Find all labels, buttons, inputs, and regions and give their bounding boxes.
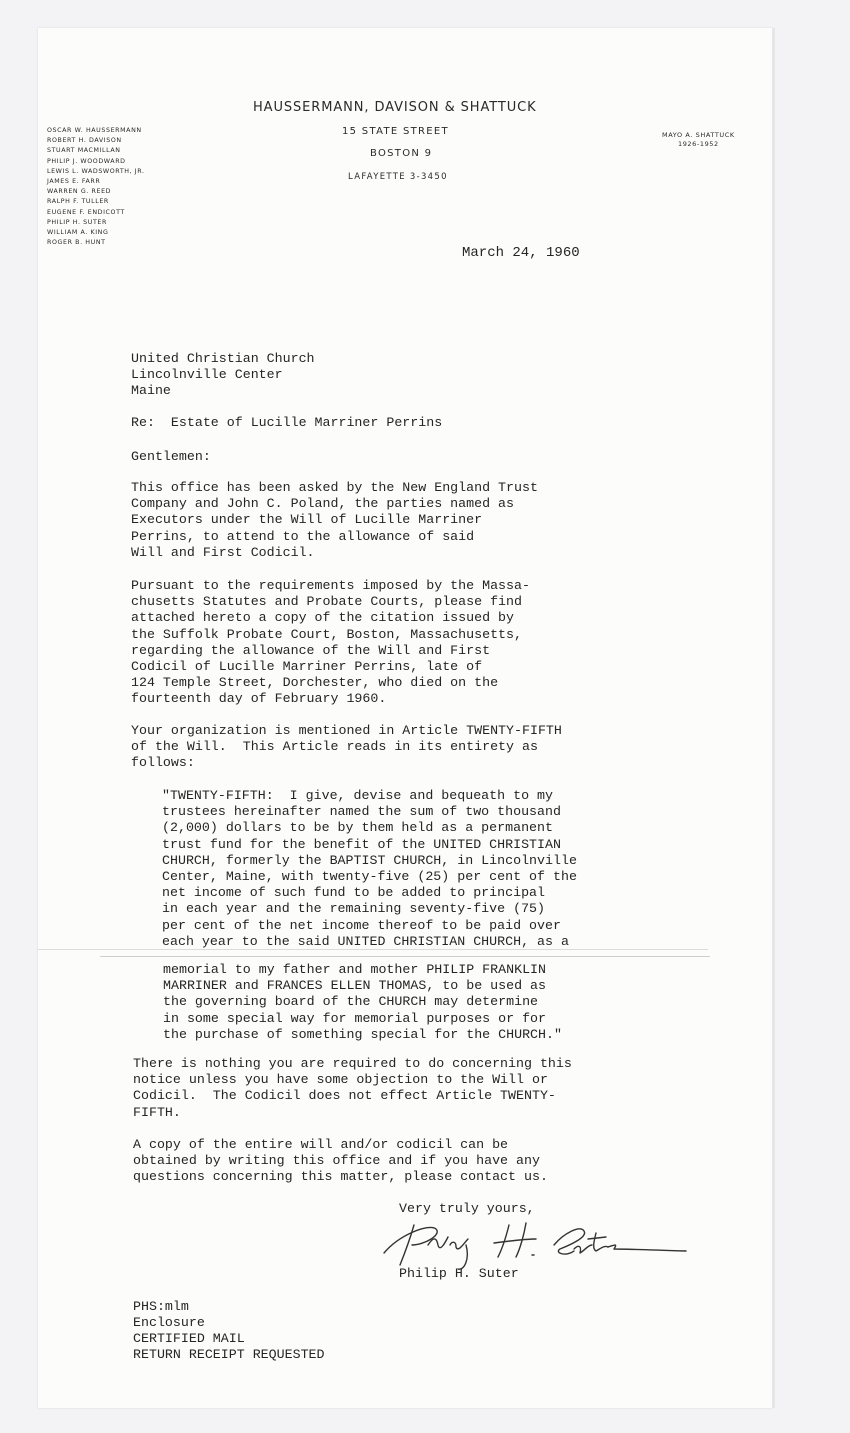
firm-phone: LAFAYETTE 3-3450 [348, 172, 448, 182]
partner-name: ROBERT H. DAVISON [47, 137, 122, 145]
partner-name: LEWIS L. WADSWORTH, JR. [47, 167, 145, 175]
memorial-name: MAYO A. SHATTUCK [662, 131, 735, 139]
partner-name: ROGER B. HUNT [47, 239, 106, 247]
partner-name: WARREN G. REED [47, 188, 112, 196]
body-paragraph-1: This office has been asked by the New England Trust Company and John C. Poland, the parties named as Executors under the Will of Lucille Marriner Perrins, to attend to the allowance of said Will and First Codicil. [131, 480, 538, 560]
body-paragraph-4: There is nothing you are required to do concerning this notice unless you have some objection to the Will or Codicil. The Codicil does not effect Article TWENTY- FIFTH. [133, 1056, 572, 1120]
closing: Very truly yours, [399, 1201, 535, 1216]
signer-name: Philip H. Suter [399, 1266, 519, 1281]
letter-date: March 24, 1960 [462, 245, 580, 261]
recipient-address [131, 351, 315, 400]
sheet-edge-shadow [772, 28, 775, 1408]
partner-list [47, 126, 145, 248]
note-line: CERTIFIED MAIL [133, 1331, 245, 1346]
partner-name: JAMES E. FARR [47, 177, 101, 185]
body-paragraph-3: Your organization is mentioned in Article TWENTY-FIFTH of the Will. This Article reads in its entirety as follows: [131, 723, 562, 771]
reference-notes [133, 1299, 325, 1363]
partner-name: EUGENE F. ENDICOTT [47, 208, 125, 216]
body-paragraph-5: A copy of the entire will and/or codicil can be obtained by writing this office and if you have any questions concerning this matter, please contact us. [133, 1137, 548, 1185]
will-quote-part-1: "TWENTY-FIFTH: I give, devise and bequeath to my trustees hereinafter named the sum of two thousand (2,000) dollars to be by them held as a permanent trust fund for the benefit of the UNITED CHRISTIAN CHURCH, formerly the BAPTIST CHURCH, in Lincolnville Center, Maine, with twenty-five (25) per cent of the net income of such fund to be added to principal in each year and the remaining seventy-five (75) per cent of the net income thereof to be paid over each year to the said UNITED CHRISTIAN CHURCH, as a [162, 788, 577, 949]
partner-name: OSCAR W. HAUSSERMANN [47, 127, 142, 134]
note-line: PHS:mlm [133, 1299, 189, 1314]
fold-crease-lower [100, 956, 710, 957]
address-line: Lincolnville Center [131, 367, 283, 383]
firm-street: 15 STATE STREET [342, 126, 449, 137]
memorial-years: 1926-1952 [677, 140, 719, 148]
address-line: United Christian Church [131, 351, 315, 366]
body-paragraph-2: Pursuant to the requirements imposed by the Massa- chusetts Statutes and Probate Courts, please find attached hereto a copy of the citation issued by the Suffolk Probate Court, Boston, Massachusetts, regarding the allowance of the Will and First Codicil of Lucille Marriner Perrins, late of 124 Temple Street, Dorchester, who died on the fourteenth day of February 1960. [131, 578, 530, 707]
partner-name: WILLIAM A. KING [47, 228, 109, 236]
firm-city: BOSTON 9 [370, 148, 433, 159]
re-line: Re: Estate of Lucille Marriner Perrins [131, 415, 443, 430]
note-line: RETURN RECEIPT REQUESTED [133, 1347, 325, 1362]
partner-name: PHILIP H. SUTER [47, 218, 107, 226]
firm-name: HAUSSERMANN, DAVISON & SHATTUCK [253, 100, 537, 115]
address-line: Maine [131, 383, 171, 399]
partner-name: STUART MACMILLAN [47, 147, 121, 155]
memorial-note [662, 131, 735, 149]
will-quote-part-2: memorial to my father and mother PHILIP FRANKLIN MARRINER and FRANCES ELLEN THOMAS, to be used as the governing board of the CHURCH may determine in some special way for memorial purposes or for the purchase of something special for the CHURCH." [163, 962, 562, 1042]
partner-name: PHILIP J. WOODWARD [47, 157, 126, 165]
salutation: Gentlemen: [131, 449, 211, 464]
partner-name: RALPH F. TULLER [47, 198, 109, 206]
note-line: Enclosure [133, 1315, 205, 1330]
